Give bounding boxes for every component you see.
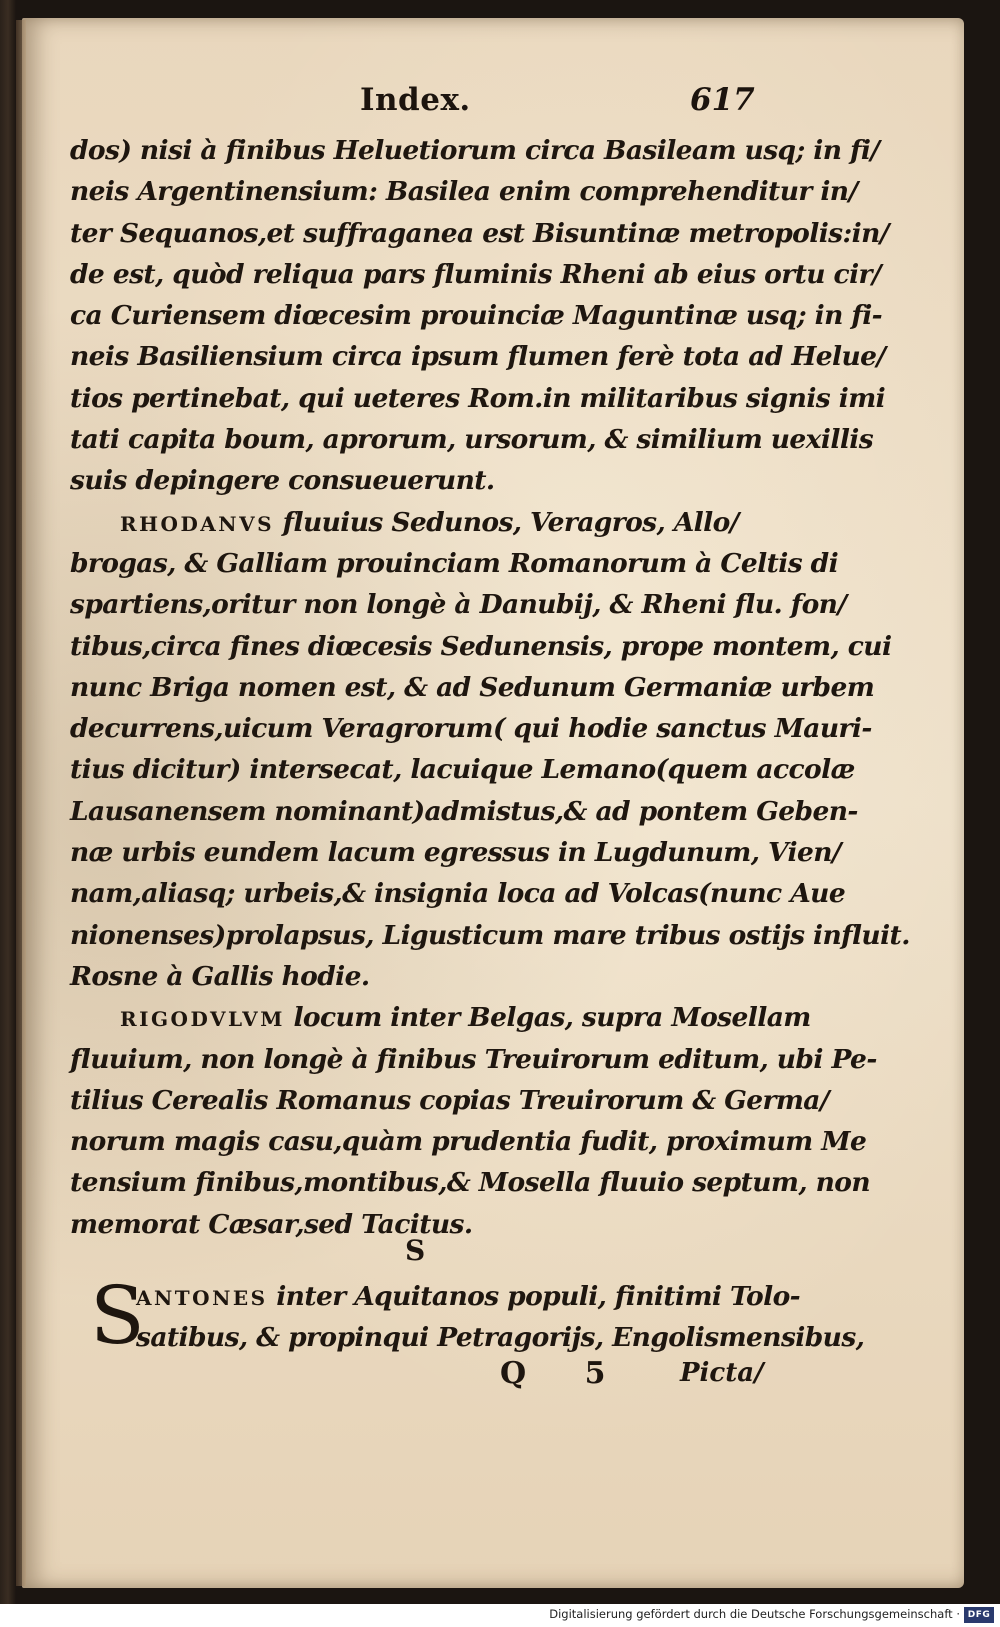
- text-line: tios pertinebat, qui ueteres Rom.in militaribus signis imi: [70, 382, 886, 414]
- text-line: locum inter Belgas, supra Mosellam: [284, 1002, 811, 1034]
- text-line: Lausanensem nominant)admistus,& ad pontem Geben-: [70, 795, 858, 827]
- page-footer: [0, 1356, 1000, 1402]
- text-line: fluuium, non longè à finibus Treuirorum editum, ubi Pe-: [70, 1043, 877, 1075]
- text-line: fluuius Sedunos, Veragros, Allo/: [274, 506, 739, 538]
- dfg-logo: DFG: [964, 1607, 994, 1623]
- text-line: Rosne à Gallis hodie.: [70, 960, 370, 992]
- catchword: Picta/: [680, 1358, 764, 1388]
- entry-rigodulum-first-line: [70, 997, 811, 1038]
- text-line: inter Aquitanos populi, finitimi Tolo-: [267, 1281, 801, 1312]
- text-line: neis Argentinensium: Basilea enim comprehenditur in/: [70, 176, 858, 208]
- text-line: tilius Cerealis Romanus copias Treuirorum & Germa/: [70, 1084, 829, 1116]
- text-line: dos) nisi à finibus Heluetiorum circa Basileam usq; in fi/: [70, 135, 880, 166]
- page-header: [0, 78, 1000, 128]
- text-line: tati capita boum, aprorum, ursorum, & similium uexillis: [70, 424, 874, 456]
- text-line: memorat Cæsar,sed Tacitus.: [70, 1208, 473, 1240]
- text-line: nionenses)prolapsus, Ligusticum mare tribus ostijs influit.: [70, 919, 910, 951]
- page-number: 617: [690, 82, 755, 118]
- drop-cap: S: [90, 1269, 145, 1362]
- text-line: spartiens,oritur non longè à Danubij, & Rheni flu. fon/: [70, 589, 847, 621]
- entry-santones-first-line: [70, 1276, 801, 1317]
- text-line: nunc Briga nomen est, & ad Sedunum Germaniæ urbem: [70, 671, 875, 703]
- text-line: næ urbis eundem lacum egressus in Lugdunum, Vien/: [70, 837, 841, 869]
- entry-santones: [70, 1269, 865, 1362]
- signature-mark: Q 5: [500, 1356, 630, 1391]
- entry-heading-santones: ANTONES: [136, 1286, 268, 1310]
- page-gutter-edge: [16, 20, 26, 1586]
- text-line: ter Sequanos,et suffraganea est Bisuntinæ metropolis:in/: [70, 217, 889, 249]
- entry-heading-rhodanus: RHODANVS: [120, 511, 275, 536]
- text-line: brogas, & Galliam prouinciam Romanorum à Celtis di: [70, 547, 839, 579]
- text-line: de est, quòd reliqua pars fluminis Rheni ab eius ortu cir/: [70, 258, 881, 290]
- text-line: tibus,circa fines diœcesis Sedunensis, prope montem, cui: [70, 630, 892, 662]
- text-line: decurrens,uicum Veragrorum( qui hodie sanctus Mauri-: [70, 713, 872, 745]
- text-line: nam,aliasq; urbeis,& insignia loca ad Volcas(nunc Aue: [70, 878, 846, 910]
- text-line: ca Curiensem diœcesim prouinciæ Maguntinæ usq; in fi-: [70, 300, 883, 332]
- attribution-bar: [0, 1604, 1000, 1627]
- index-entries: [70, 130, 910, 1245]
- text-line: satibus, & propinqui Petragorijs, Engolismensibus,: [136, 1322, 865, 1354]
- entry-heading-rigodulum: RIGODVLVM: [120, 1007, 285, 1032]
- text-line: tius dicitur) intersecat, lacuique Lemano(quem accolæ: [70, 754, 855, 786]
- text-line: suis depingere consueuerunt.: [70, 465, 495, 497]
- section-letter-heading: S: [405, 1234, 426, 1267]
- text-line: neis Basiliensium circa ipsum flumen ferè tota ad Helue/: [70, 341, 886, 373]
- digitization-credit: Digitalisierung gefördert durch die Deutsche Forschungsgemeinschaft ·: [549, 1607, 960, 1621]
- text-line: norum magis casu,quàm prudentia fudit, proximum Me: [70, 1126, 867, 1158]
- running-title: Index.: [360, 82, 471, 118]
- text-line: tensium finibus,montibus,& Mosella fluuio septum, non: [70, 1167, 871, 1199]
- entry-rhodanus-first-line: [70, 502, 760, 543]
